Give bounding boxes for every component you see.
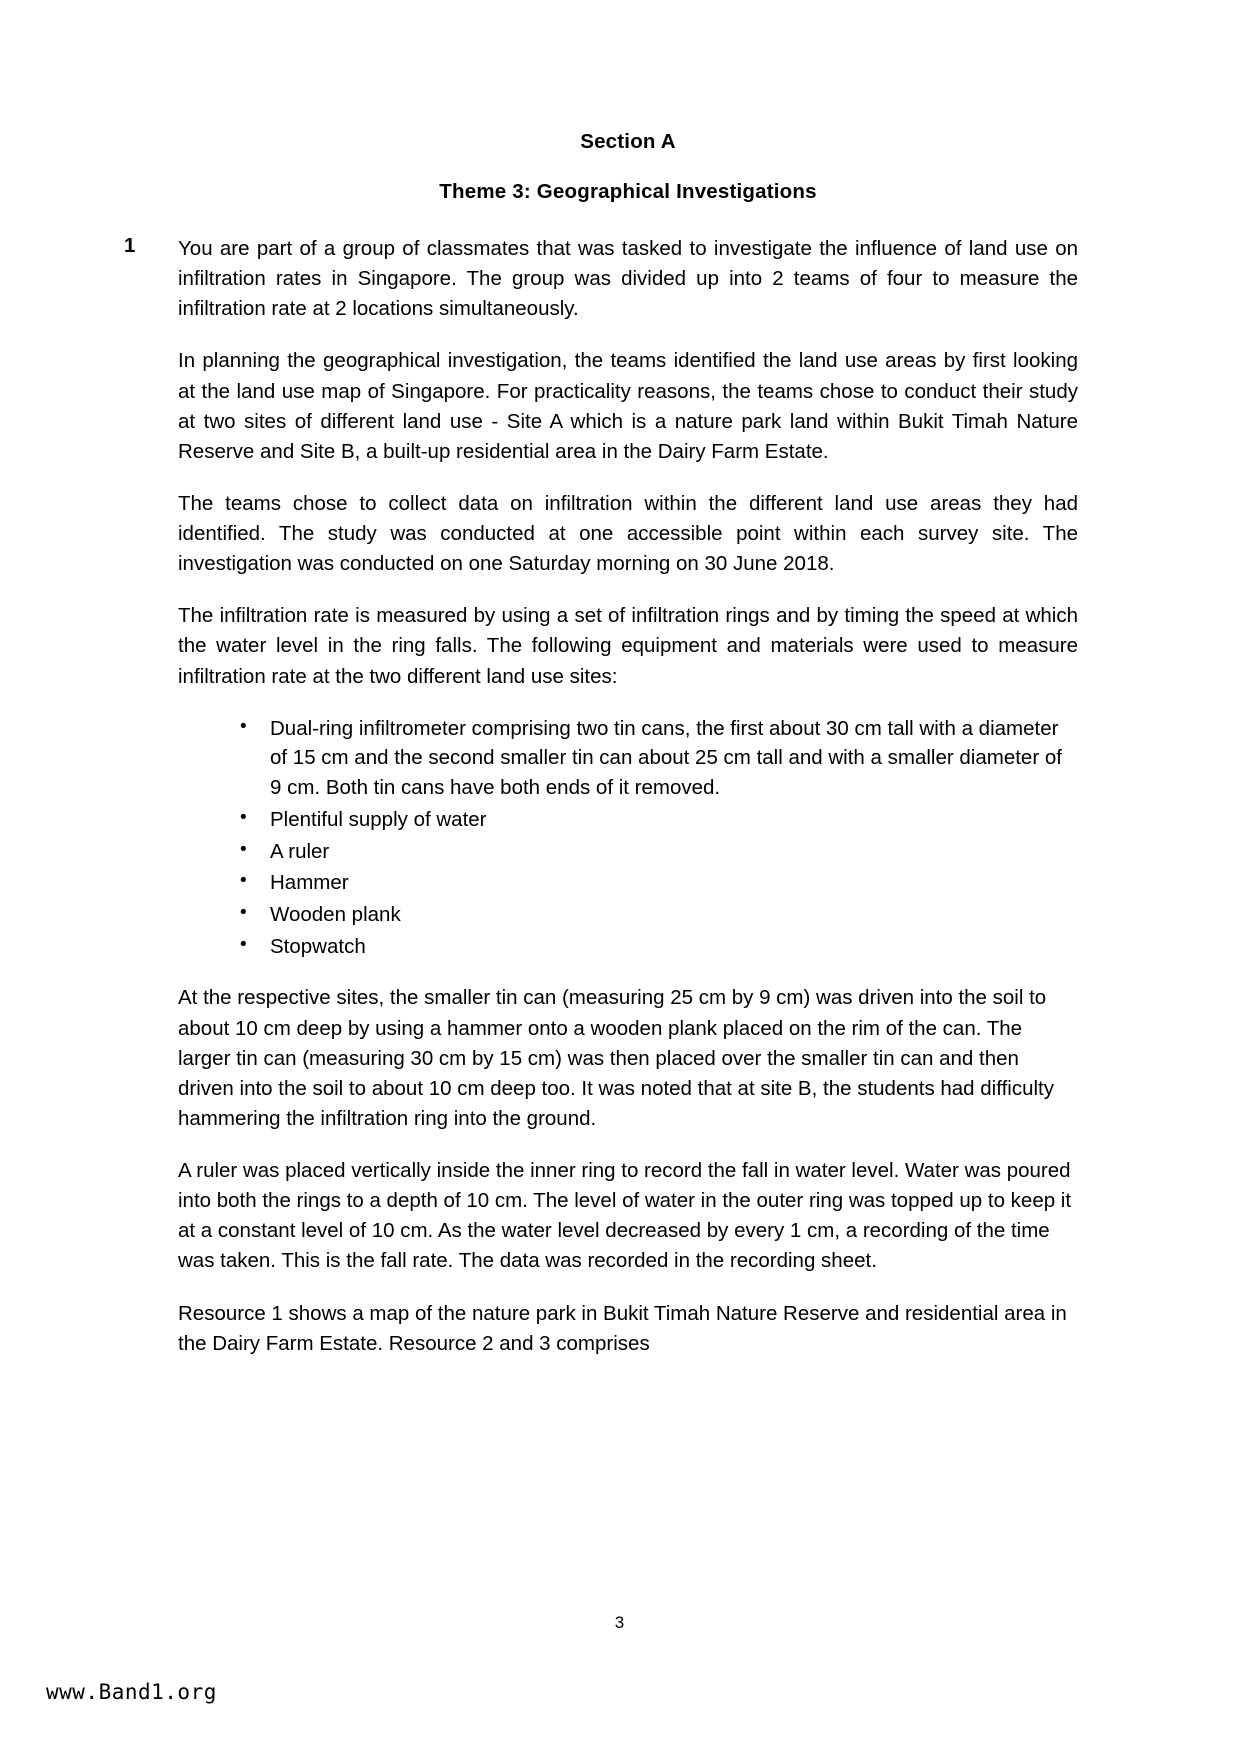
bullet-icon: • (240, 870, 247, 892)
list-item-label: Hammer (270, 871, 349, 895)
list-item (178, 932, 1078, 962)
paragraph-procedure-ruler: A ruler was placed vertically inside the inner ring to record the fall in water level. Water was poured into both the rings to a depth of 10 cm. The level of water in the outer ring was topped up to keep it at a constant level of 10 cm. As the water level decreased by every 1 cm, a recording of the time was taken. This is the fall rate. The data was recorded in the recording sheet. (178, 1159, 1072, 1273)
question-number: 1 (124, 234, 136, 257)
paragraph-procedure-rings: At the respective sites, the smaller tin can (measuring 25 cm by 9 cm) was driven into the soil to about 10 cm deep by using a hammer onto a wooden plank placed on the rim of the can. The larger tin can (measuring 30 cm by 15 cm) was then placed over the smaller tin can and then driven into the soil to about 10 cm deep too. It was noted that at site B, the students had difficulty hammering the infiltration ring into the ground. (178, 986, 1054, 1130)
bullet-icon: • (240, 933, 247, 955)
list-item (178, 900, 1078, 930)
bullet-icon: • (240, 901, 247, 923)
question-block (124, 234, 1078, 1359)
bullet-icon: • (240, 715, 247, 737)
list-item-label: Wooden plank (270, 902, 401, 926)
footer-watermark-url: www.Band1.org (46, 1680, 217, 1704)
paragraph-data-collection: The teams chose to collect data on infiltration within the different land use areas they had identified. The study was conducted at one accessible point within each survey site. The investigation was conducted on one Saturday morning on 30 June 2018. (178, 491, 1078, 576)
list-item (178, 714, 1078, 803)
list-item-label: Stopwatch (270, 934, 366, 958)
list-item-label: A ruler (270, 839, 330, 863)
page-content (124, 130, 1078, 1359)
bullet-icon: • (240, 806, 247, 828)
list-item (178, 868, 1078, 898)
paragraph-planning: In planning the geographical investigation, the teams identified the land use areas by first looking at the land use map of Singapore. For practicality reasons, the teams chose to conduct their study at two sites of different land use - Site A which is a nature park land within Bukit Timah Nature Reserve and Site B, a built-up residential area in the Dairy Farm Estate. (178, 349, 1078, 463)
list-item-label: Plentiful supply of water (270, 807, 487, 831)
paragraph-resources: Resource 1 shows a map of the nature park in Bukit Timah Nature Reserve and residential area in the Dairy Farm Estate. Resource 2 and 3 comprises (178, 1301, 1067, 1355)
list-item (178, 805, 1078, 835)
page-number: 3 (614, 1613, 625, 1632)
paragraph-intro: You are part of a group of classmates that was tasked to investigate the influence of land use on infiltration rates in Singapore. The group was divided up into 2 teams of four to measure the infiltration rate at 2 locations simultaneously. (178, 237, 1078, 321)
section-heading: Section A (580, 130, 676, 153)
bullet-icon: • (240, 838, 247, 860)
list-item (178, 837, 1078, 867)
list-item-label: Dual-ring infiltrometer comprising two tin cans, the first about 30 cm tall with a diameter of 15 cm and the second smaller tin can about 25 cm tall and with a smaller diameter of 9 cm. Both tin cans have both ends of it removed. (270, 716, 1062, 800)
theme-heading: Theme 3: Geographical Investigations (439, 180, 817, 203)
paragraph-infiltration-rate: The infiltration rate is measured by using a set of infiltration rings and by timing the speed at which the water level in the ring falls. The following equipment and materials were used to measure infiltration rate at the two different land use sites: (178, 604, 1078, 688)
equipment-list (178, 714, 1078, 962)
